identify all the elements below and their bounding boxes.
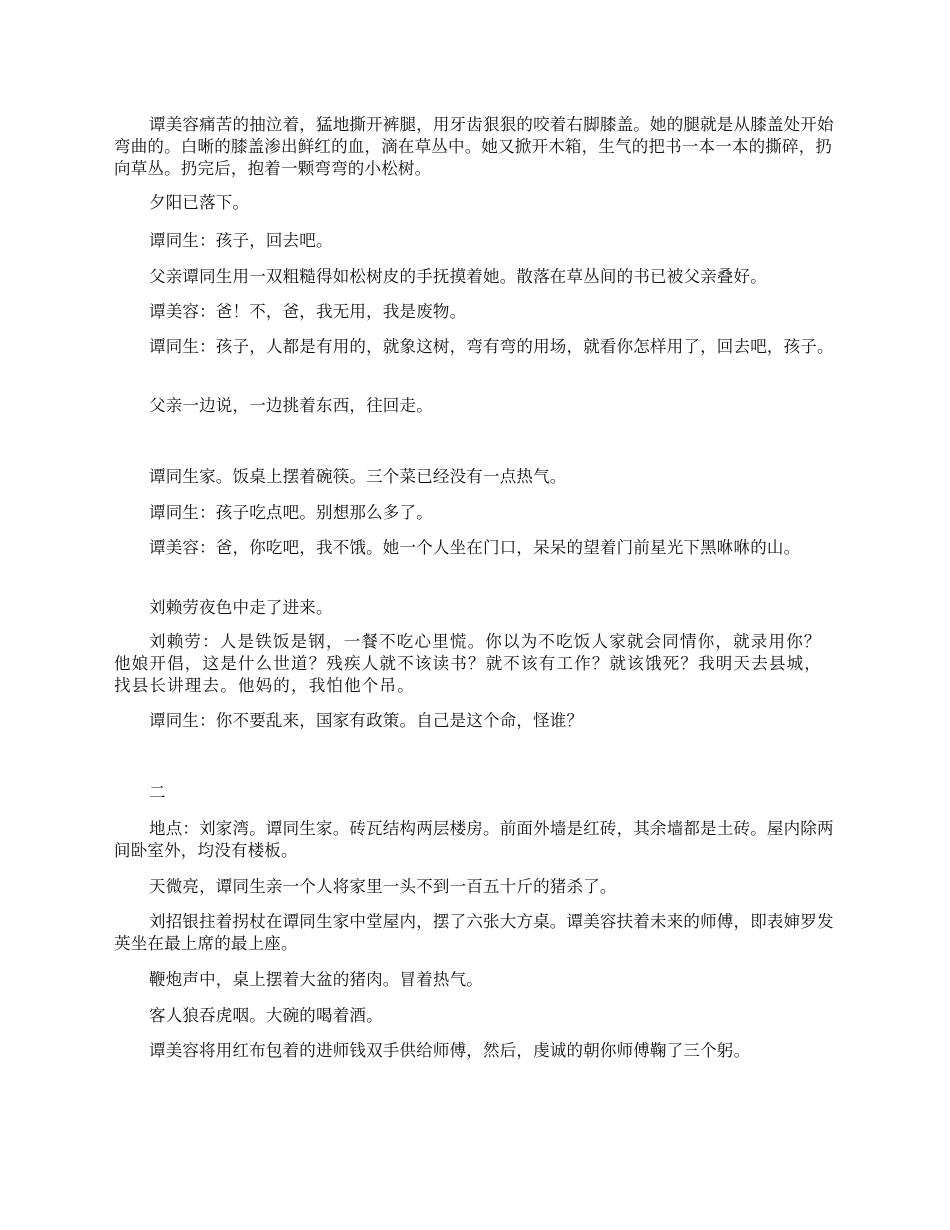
- paragraph-10: 谭美容：爸，你吃吧，我不饿。她一个人坐在门口，呆呆的望着门前星光下黑咻咻的山。: [149, 538, 801, 557]
- paragraph-18: 客人狼吞虎咽。大碗的喝着酒。: [149, 1006, 383, 1025]
- paragraph-16: 刘招银拄着拐杖在谭同生家中堂屋内，摆了六张大方桌。谭美容扶着未来的师傅，即表婶罗发英坐在最上席的最上座。: [114, 912, 834, 953]
- paragraph-5: 谭美容：爸！不，爸，我无用，我是废物。: [149, 302, 467, 321]
- paragraph-11: 刘赖劳夜色中走了进来。: [149, 598, 333, 617]
- paragraph-1: 谭美容痛苦的抽泣着，猛地撕开裤腿，用牙齿狠狠的咬着右脚膝盖。她的腿就是从膝盖处开始弯曲的。白晰的膝盖渗出鲜红的血，滴在草丛中。她又掀开木箱，生气的把书一本一本的撕碎，扔向草丛。扔完后，抱着一颗弯弯的小松树。: [114, 115, 834, 178]
- paragraph-14: 地点：刘家湾。谭同生家。砖瓦结构两层楼房。前面外墙是红砖，其余墙都是土砖。屋内除两间卧室外，均没有楼板。: [114, 819, 834, 860]
- paragraph-3: 谭同生：孩子，回去吧。: [149, 231, 333, 250]
- paragraph-19: 谭美容将用红布包着的进师钱双手供给师傅，然后，虔诚的朝你师傅鞠了三个躬。: [149, 1041, 751, 1060]
- paragraph-13: 谭同生：你不要乱来，国家有政策。自己是这个命，怪谁？: [149, 711, 584, 730]
- paragraph-8: 谭同生家。饭桌上摆着碗筷。三个菜已经没有一点热气。: [149, 467, 567, 486]
- paragraph-12: 刘赖劳：人是铁饭是钢，一餐不吃心里慌。你以为不吃饭人家就会同情你，就录用你？他娘开倡，这是什么世道？残疾人就不该读书？就不该有工作？就该饿死？我明天去县城，找县长讲理去。他妈的，我怕他个吊。: [114, 632, 822, 695]
- section-heading: 二: [149, 783, 166, 802]
- paragraph-4: 父亲谭同生用一双粗糙得如松树皮的手抚摸着她。散落在草丛间的书已被父亲叠好。: [149, 267, 767, 286]
- paragraph-6: 谭同生：孩子，人都是有用的，就象这树，弯有弯的用场，就看你怎样用了，回去吧，孩子。: [149, 337, 834, 356]
- paragraph-2: 夕阳已落下。: [149, 193, 250, 212]
- paragraph-9: 谭同生：孩子吃点吧。别想那么多了。: [149, 503, 433, 522]
- paragraph-15: 天微亮，谭同生亲一个人将家里一头不到一百五十斤的猪杀了。: [149, 877, 617, 896]
- paragraph-17: 鞭炮声中，桌上摆着大盆的猪肉。冒着热气。: [149, 970, 483, 989]
- paragraph-7: 父亲一边说，一边挑着东西，往回走。: [149, 396, 433, 415]
